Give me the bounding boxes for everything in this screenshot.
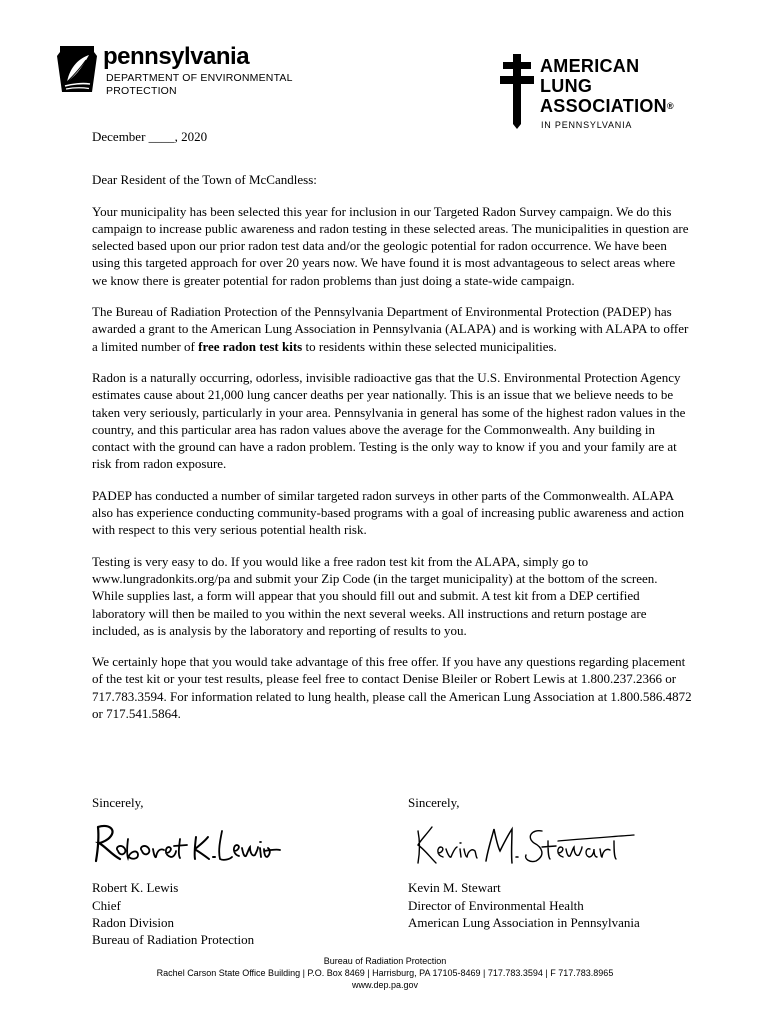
closing-left: Sincerely, [92, 795, 144, 810]
signer-name-right: Kevin M. Stewart [408, 880, 501, 896]
signer-title-right: Director of Environmental Health [408, 897, 584, 913]
signer-name-left: Robert K. Lewis [92, 880, 179, 896]
double-barred-cross-icon [500, 52, 534, 130]
footer-address: Rachel Carson State Office Building | P.O. Box 8469 | Harrisburg, PA 17105-8469 | 717.783.3594 | F 717.783.8965 [156, 968, 614, 978]
ala-logo [500, 52, 700, 134]
signer-details-right [408, 879, 708, 931]
ala-name: AMERICAN LUNG ASSOCIATION® [540, 56, 674, 116]
signer-details-left [92, 879, 392, 948]
signature-block-right [408, 794, 708, 931]
handwritten-signature-left [92, 817, 282, 875]
footer-website: www.dep.pa.gov [351, 980, 419, 990]
letter-date: December ____, 2020 [92, 129, 208, 144]
footer-bureau: Bureau of Radiation Protection [323, 956, 447, 966]
paragraph-3: Radon is a naturally occurring, odorless, invisible radioactive gas that the U.S. Environmental Protection Agency estimates cause about 21,000 lung cancer deaths per year nationally. This is an issue that we believe needs to be taken very seriously, particularly in your area. Pennsylvania in general has some of the highest radon values in the country, and this particular area has radon values above the average for the Commonwealth. Any building in contact with the ground can have a radon problem. Testing is the only way to know if you and your family are at risk from radon exposure. [92, 369, 686, 472]
signer-org-left: Bureau of Radiation Protection [92, 932, 255, 948]
closing-right: Sincerely, [408, 795, 460, 810]
paragraph-6: We certainly hope that you would take advantage of this free offer. If you have any questions regarding placement of the test kit or your test results, please feel free to contact Denise Bleiler or Robert Lewis at 1.800.237.2366 or 717.783.3594. For information related to lung health, please call the American Lung Association at 1.800.586.4872 or 717.541.5864. [92, 654, 692, 722]
handwritten-signature-right [408, 817, 638, 875]
pa-department-name: DEPARTMENT OF ENVIRONMENTAL PROTECTION [106, 72, 293, 97]
salutation: Dear Resident of the Town of McCandless: [92, 172, 317, 188]
signer-title-left: Chief [92, 897, 121, 913]
paragraph-4: PADEP has conducted a number of similar targeted radon surveys in other parts of the Commonwealth. ALAPA also has experience conducting community-based programs with a goal of increasing public awareness and action with respect to this very serious potential health risk. [92, 487, 685, 538]
pa-wordmark: pennsylvania [103, 43, 250, 70]
signature-block-left [92, 794, 392, 948]
signer-org-right: American Lung Association in Pennsylvania [408, 914, 640, 930]
paragraph-2: The Bureau of Radiation Protection of the Pennsylvania Department of Environmental Protection (PADEP) has awarded a grant to the American Lung Association in Pennsylvania (ALAPA) and is working with ALAPA to offer a limited number of free radon test kits to residents within these selected municipalities. [92, 304, 689, 354]
pa-dep-logo [56, 42, 316, 104]
paragraph-1: Your municipality has been selected this year for inclusion in our Targeted Radon Survey campaign. We do this campaign to increase public awareness and radon testing in these selected areas. The municipalities in question are selected based upon our prior radon test data and/or the geologic potential for radon occurrence. We have been using this targeted approach for over 20 years now. We have found it is most advantageous to select areas where we know there is greater potential for radon problems than just doing a state-wide campaign. [92, 203, 689, 288]
paragraph-5: Testing is very easy to do. If you would like a free radon test kit from the ALAPA, simply go to www.lungradonkits.org/pa and submit your Zip Code (in the target municipality) at the bottom of the screen. While supplies last, a form will appear that you should fill out and submit. A test kit from a DEP certified laboratory will then be mailed to you within the next several weeks. All instructions and return postage are included, as is analysis by the laboratory and reporting of results to you. [92, 553, 658, 638]
ala-subtitle: IN PENNSYLVANIA [541, 120, 633, 130]
letter-body [92, 128, 692, 736]
pa-keystone-leaf-icon [56, 42, 98, 96]
signer-division-left: Radon Division [92, 914, 174, 930]
free-kits-emphasis: free radon test kits [198, 338, 303, 354]
letter-footer [0, 955, 770, 991]
